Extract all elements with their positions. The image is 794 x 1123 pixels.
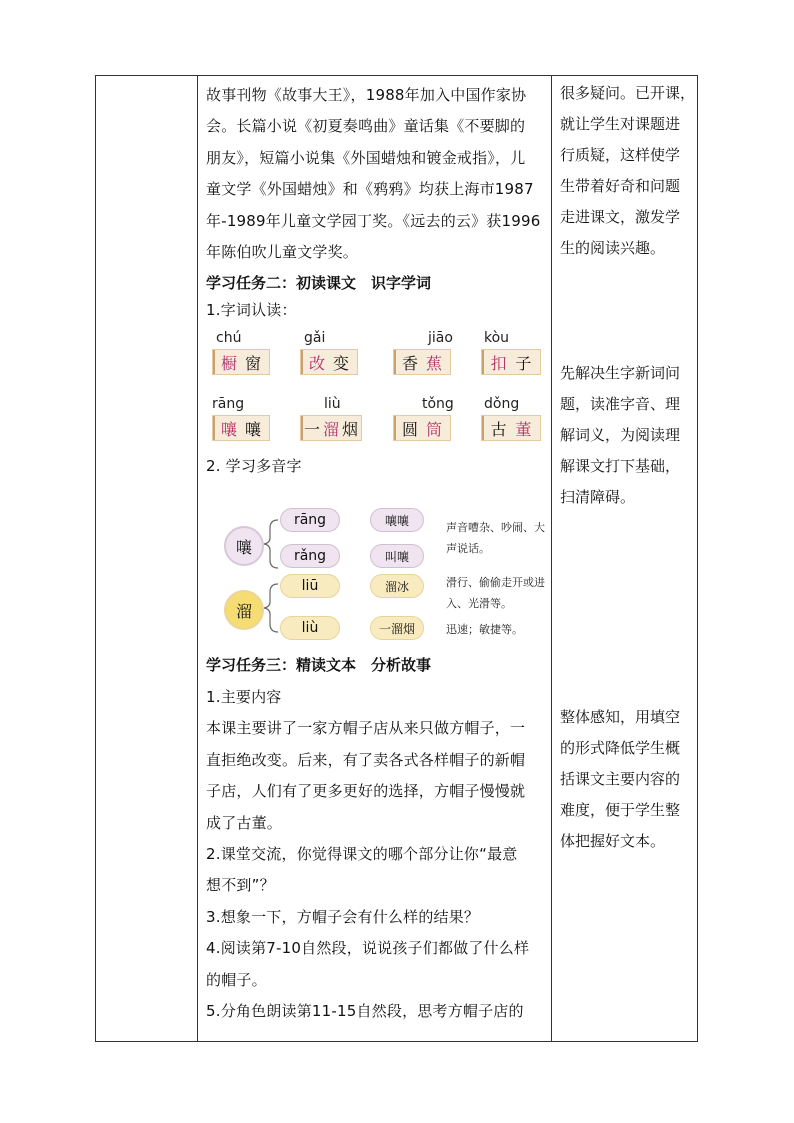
- poly-char-circle: 嚷: [224, 526, 264, 566]
- pinyin: gǎi: [304, 330, 326, 346]
- note-line: 很多疑问。已开课，: [560, 84, 696, 102]
- word-pill: 溜冰: [370, 574, 424, 598]
- task3-heading: 学习任务三：精读文本 分析故事: [206, 656, 432, 674]
- text-line: 年-1989年儿童文学园丁奖。《远去的云》获1996: [206, 211, 541, 230]
- text-line: 5.分角色朗读第11-15自然段，思考方帽子店的: [206, 1002, 524, 1021]
- char: 嚷: [244, 419, 261, 439]
- explanation: 迅速；敏捷等。: [446, 623, 523, 636]
- pinyin: jiāo: [428, 330, 453, 346]
- text-line: 直拒绝改变。后来，有了卖各式各样帽子的新帽: [206, 750, 526, 769]
- word-card: [212, 349, 270, 375]
- target-char: 蕉: [425, 353, 442, 373]
- note-line: 先解决生字新词问: [560, 364, 681, 382]
- char: 子: [515, 353, 532, 373]
- word-pill: 一溜烟: [370, 616, 424, 640]
- explanation: 声音嘈杂、吵闹、大声说话。: [446, 521, 545, 555]
- pinyin: kòu: [484, 330, 510, 346]
- note-line: 就让学生对课题进: [560, 115, 681, 133]
- note-line: 行质疑，这样使学: [560, 146, 681, 164]
- pinyin: chú: [216, 330, 242, 346]
- brace: [264, 584, 278, 632]
- word-card: [212, 415, 270, 441]
- word-card: [481, 349, 541, 375]
- char: 烟: [341, 419, 358, 439]
- text-line: 朋友》，短篇小说集《外国蜡烛和镀金戒指》，儿: [206, 148, 526, 167]
- reading-pill: liū: [280, 574, 340, 598]
- note-line: 题，读准字音、理: [560, 395, 681, 413]
- note-line: 括课文主要内容的: [560, 770, 681, 788]
- text-line: 故事刊物《故事大王》，1988年加入中国作家协: [206, 86, 527, 104]
- text-line: 1.主要内容: [206, 688, 282, 706]
- text-line: 的帽子。: [206, 970, 267, 989]
- note-line: 生带着好奇和问题: [560, 177, 681, 195]
- note-line: 走进课文，激发学: [560, 208, 681, 226]
- note-3: [560, 702, 696, 857]
- reading-pill: rāng: [280, 508, 340, 532]
- task2-heading: 学习任务二：初读课文 识字学词: [206, 274, 432, 292]
- note-1: [560, 78, 696, 264]
- word-card: [393, 415, 451, 441]
- explanation: 滑行、偷偷走开或进入、光滑等。: [446, 576, 545, 610]
- reading-pill: liù: [280, 616, 340, 640]
- target-char: 橱: [220, 353, 237, 373]
- text-line: 4.阅读第7-10自然段，说说孩子们都做了什么样: [206, 939, 530, 958]
- target-char: 董: [515, 419, 532, 439]
- item2-title: 2. 学习多音字: [206, 457, 302, 475]
- char: 一: [303, 419, 320, 439]
- text-line: 成了古董。: [206, 813, 283, 832]
- note-line: 难度，便于学生整: [560, 801, 681, 819]
- char: 古: [490, 419, 507, 439]
- note-line: 解词义，为阅读理: [560, 426, 681, 444]
- note-2: [560, 358, 696, 513]
- note-line: 整体感知，用填空: [560, 708, 681, 726]
- target-char: 扣: [490, 353, 507, 373]
- author-intro: [206, 80, 552, 268]
- task3-body: [206, 682, 552, 1027]
- text-line: 会。长篇小说《初夏奏鸣曲》童话集《不要脚的: [206, 117, 526, 136]
- pinyin: dǒng: [484, 396, 520, 412]
- pinyin: liù: [324, 396, 341, 412]
- pinyin: rāng: [212, 396, 245, 412]
- text-line: 3.想象一下，方帽子会有什么样的结果？: [206, 907, 480, 926]
- note-line: 生的阅读兴趣。: [560, 239, 666, 257]
- char: 变: [332, 353, 349, 373]
- target-char: 溜: [322, 419, 339, 439]
- text-line: 2.课堂交流，你觉得课文的哪个部分让你“最意: [206, 845, 518, 864]
- column-divider: [197, 76, 198, 1041]
- brace: [264, 520, 278, 568]
- char: 香: [401, 353, 418, 373]
- word-card: [393, 349, 451, 375]
- pinyin: tǒng: [422, 396, 454, 412]
- char: 圆: [401, 419, 418, 439]
- text-line: 年陈伯吹儿童文学奖。: [206, 243, 359, 262]
- text-line: 本课主要讲了一家方帽子店从来只做方帽子，一: [206, 719, 526, 738]
- target-char: 嚷: [220, 419, 237, 439]
- word-card: [300, 349, 358, 375]
- text-line: 子店，人们有了更多更好的选择，方帽子慢慢就: [206, 782, 526, 801]
- word-card: [300, 415, 362, 441]
- text-line: 想不到”？: [206, 876, 275, 895]
- word-card: [481, 415, 541, 441]
- item1-title: 1.字词认读：: [206, 301, 297, 319]
- word-pill: 叫嚷: [370, 544, 424, 568]
- char: 窗: [244, 353, 261, 373]
- lesson-table: [95, 75, 698, 1042]
- note-line: 扫清障碍。: [560, 488, 636, 506]
- target-char: 改: [308, 353, 325, 373]
- poly-char-circle: 溜: [224, 590, 264, 630]
- text-line: 童文学《外国蜡烛》和《鸦鸦》均获上海市1987: [206, 180, 534, 199]
- target-char: 筒: [425, 419, 442, 439]
- note-line: 体把握好文本。: [560, 832, 666, 850]
- word-pill: 嚷嚷: [370, 508, 424, 532]
- note-line: 解课文打下基础，: [560, 457, 681, 475]
- note-line: 的形式降低学生概: [560, 739, 681, 757]
- reading-pill: rǎng: [280, 544, 340, 568]
